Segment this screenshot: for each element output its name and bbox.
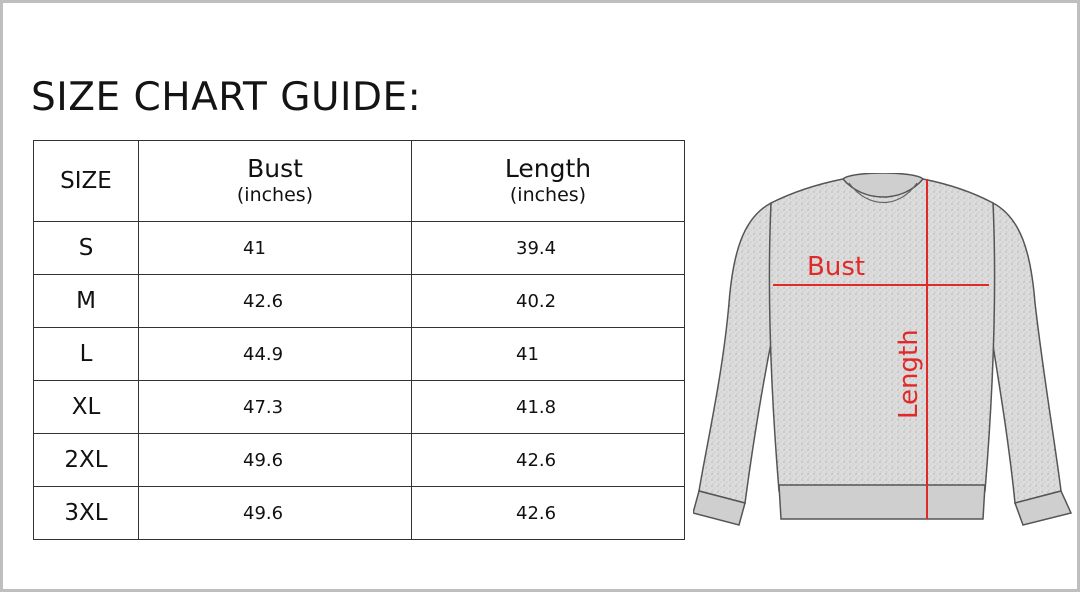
table-row — [34, 222, 685, 275]
waistband — [779, 485, 985, 519]
page-title: SIZE CHART GUIDE: — [31, 75, 422, 120]
header-bust-unit: (inches) — [236, 184, 314, 206]
cell-bust: 49.6 — [139, 434, 412, 487]
header-bust — [139, 141, 412, 222]
cell-length: 40.2 — [412, 275, 685, 328]
left-sleeve — [699, 203, 773, 503]
cell-bust: 44.9 — [139, 328, 412, 381]
size-table — [33, 140, 685, 540]
cell-size: M — [34, 275, 139, 328]
sweater-illustration — [693, 173, 1073, 533]
table-row — [34, 275, 685, 328]
cell-bust: 42.6 — [139, 275, 412, 328]
cell-size: XL — [34, 381, 139, 434]
cell-size: 2XL — [34, 434, 139, 487]
header-length — [412, 141, 685, 222]
table-row — [34, 328, 685, 381]
cell-size: L — [34, 328, 139, 381]
cell-length: 39.4 — [412, 222, 685, 275]
cell-size: S — [34, 222, 139, 275]
cell-length: 41 — [412, 328, 685, 381]
table-row — [34, 381, 685, 434]
cell-length: 42.6 — [412, 487, 685, 540]
cell-bust: 49.6 — [139, 487, 412, 540]
header-size: SIZE — [34, 141, 139, 222]
cell-bust: 41 — [139, 222, 412, 275]
sweater-body — [769, 179, 994, 491]
table-row — [34, 434, 685, 487]
cell-bust: 47.3 — [139, 381, 412, 434]
right-sleeve — [991, 203, 1061, 503]
table-header-row — [34, 141, 685, 222]
header-length-label: Length — [504, 154, 592, 183]
table-row — [34, 487, 685, 540]
bust-label: Bust — [807, 252, 866, 282]
header-bust-label: Bust — [247, 154, 303, 183]
length-label: Length — [894, 329, 924, 419]
cell-length: 41.8 — [412, 381, 685, 434]
cell-size: 3XL — [34, 487, 139, 540]
header-length-unit: (inches) — [509, 184, 587, 206]
cell-length: 42.6 — [412, 434, 685, 487]
